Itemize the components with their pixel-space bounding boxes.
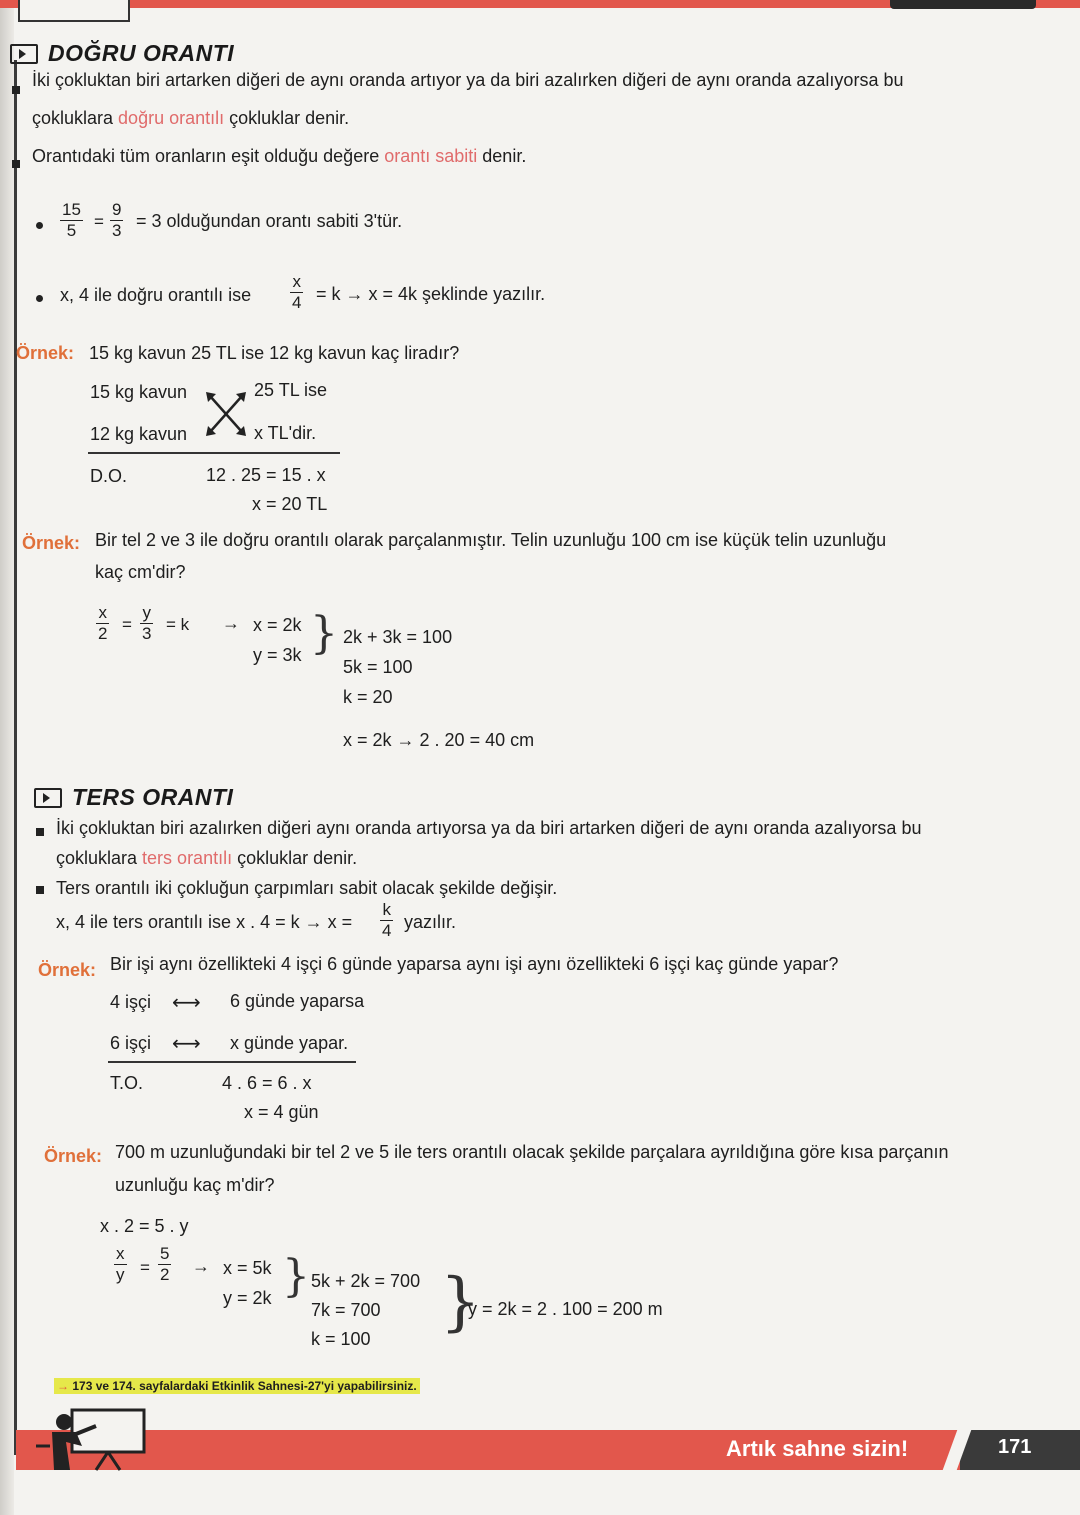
dogru-b1-text: = 3 olduğundan orantı sabiti 3'tür. — [136, 211, 403, 231]
fraction — [60, 200, 83, 241]
ex4-x5k: x = 5k — [223, 1258, 272, 1278]
bullet-dot-icon — [36, 295, 43, 302]
numerator: 5 — [160, 1244, 170, 1263]
ornek-label: Örnek: — [16, 343, 75, 363]
note-text: 173 ve 174. sayfalardaki Etkinlik Sahnesi-27'yi yapabilirsiniz. — [72, 1379, 417, 1393]
activity-note — [54, 1378, 420, 1394]
numerator: k — [382, 900, 391, 919]
fraction — [290, 272, 303, 313]
ex3-r2-right: x günde yapar. — [230, 1033, 349, 1053]
ex4-result: y = 2k = 2 . 100 = 200 m — [468, 1299, 663, 1319]
bottom-band — [16, 1430, 1080, 1470]
fraction — [114, 1244, 127, 1285]
ters-p2: Ters orantılı iki çokluğun çarpımları sabit olacak şekilde değişir. — [56, 878, 558, 898]
ornek-label: Örnek: — [22, 533, 81, 553]
ex2-question-1: Bir tel 2 ve 3 ile doğru orantılı olarak parçalanmıştır. Telin uzunluğu 100 cm ise küçük telin uzunluğu — [95, 530, 887, 550]
brace-icon: } — [440, 1265, 481, 1339]
ex3-r2-left: 6 işçi — [110, 1033, 152, 1053]
ex4-y2k: y = 2k — [223, 1288, 272, 1308]
top-left-box — [18, 0, 130, 22]
ex1-r1-right: 25 TL ise — [254, 380, 328, 400]
ex2-eq3: k = 20 — [343, 687, 393, 707]
bullet-dot-icon — [36, 222, 43, 229]
ex4-step0: x . 2 = 5 . y — [100, 1216, 189, 1236]
teacher-board-icon — [36, 1406, 148, 1472]
ex1-step1: 12 . 25 = 15 . x — [206, 465, 326, 485]
numerator: x — [116, 1244, 125, 1263]
numerator: y — [142, 603, 151, 622]
ex2-y3k: y = 3k — [253, 645, 302, 665]
ex3-question: Bir işi aynı özellikteki 4 işçi 6 günde yaparsa aynı işi aynı özellikteki 6 işçi kaç günde yapar? — [110, 954, 839, 974]
numerator: x — [292, 272, 301, 291]
ex2-question-2: kaç cm'dir? — [95, 562, 186, 582]
ex3-r1-right: 6 günde yaparsa — [230, 991, 365, 1011]
denominator: 3 — [142, 624, 152, 643]
text: denir. — [477, 146, 527, 166]
ex2-x2k: x = 2k — [253, 615, 302, 635]
brace-icon: } — [310, 608, 338, 659]
numerator: 15 — [62, 200, 81, 219]
ex2-eq4: x = 2k → 2 . 20 = 40 cm — [343, 730, 535, 750]
highlight-term: orantı sabiti — [384, 146, 478, 166]
left-margin-rule — [14, 60, 17, 1455]
top-right-tab — [890, 0, 1036, 9]
divider — [108, 1061, 356, 1063]
numerator: 9 — [112, 200, 122, 219]
brace-icon: } — [282, 1251, 310, 1302]
text: çokluklar denir. — [232, 848, 358, 868]
divider — [88, 452, 340, 454]
ex1-r2-right: x TL'dir. — [254, 423, 317, 443]
denominator: 4 — [292, 293, 302, 312]
dogru-b2-pre: x, 4 ile doğru orantılı ise — [60, 285, 252, 305]
fraction — [380, 900, 393, 941]
text: çokluklara — [56, 848, 143, 868]
ex1-r2-left: 12 kg kavun — [90, 424, 188, 444]
double-arrow-icon: ⟷ — [172, 992, 201, 1014]
fraction — [158, 1244, 171, 1285]
denominator: y — [116, 1265, 125, 1284]
dogru-b2-post: = k → x = 4k şeklinde yazılır. — [316, 284, 546, 304]
text: Orantıdaki tüm oranların eşit olduğu değere — [32, 146, 385, 166]
text: çokluklar denir. — [224, 108, 350, 128]
equals: = — [140, 1258, 150, 1277]
arrow-icon: → — [222, 613, 240, 633]
page-edge — [0, 0, 14, 1515]
text: çokluklara — [32, 108, 119, 128]
denominator: 2 — [98, 624, 108, 643]
ex1-question: 15 kg kavun 25 TL ise 12 kg kavun kaç liradır? — [89, 343, 460, 363]
ex1-step2: x = 20 TL — [252, 494, 328, 514]
ex3-step2: x = 4 gün — [244, 1102, 319, 1122]
ters-p3-post: yazılır. — [404, 912, 457, 932]
arrow-icon: → — [192, 1256, 210, 1276]
denominator: 2 — [160, 1265, 170, 1284]
equals-k: = k — [166, 615, 190, 634]
ex4-eq3: k = 100 — [311, 1329, 371, 1349]
ornek-label: Örnek: — [44, 1146, 103, 1166]
denominator: 5 — [60, 220, 83, 241]
equals: = — [94, 212, 104, 231]
ex3-r1-left: 4 işçi — [110, 992, 152, 1012]
dogru-p1a: İki çokluktan biri artarken diğeri de aynı oranda artıyor ya da biri azalırken diğeri de aynı oranda azalıyorsa bu — [32, 70, 904, 90]
ex4-question-2: uzunluğu kaç m'dir? — [115, 1175, 275, 1195]
ex4-question-1: 700 m uzunluğundaki bir tel 2 ve 5 ile ters orantılı olacak şekilde parçalara ayrıldığına göre kısa parçanın — [115, 1142, 949, 1162]
ex3-to-label: T.O. — [110, 1073, 144, 1093]
ex2-eq2: 5k = 100 — [343, 657, 413, 677]
fraction — [96, 603, 109, 644]
fraction — [140, 603, 153, 644]
denominator: 4 — [382, 921, 392, 940]
arrow-icon: → — [57, 1379, 69, 1393]
ex4-eq2: 7k = 700 — [311, 1300, 381, 1320]
bullet-square-icon — [12, 160, 20, 168]
bullet-square-icon — [36, 886, 44, 894]
ornek-label: Örnek: — [38, 960, 97, 980]
dogru-p2 — [32, 138, 526, 174]
double-arrow-icon: ⟷ — [172, 1033, 201, 1055]
denominator: 3 — [112, 221, 122, 240]
ex1-do-label: D.O. — [90, 466, 128, 486]
cross-arrows-icon — [206, 392, 246, 436]
slogan: Artık sahne sizin! — [726, 1436, 909, 1461]
bullet-square-icon — [36, 828, 44, 836]
section-title-ters: TERS ORANTI — [72, 784, 234, 810]
equals: = — [122, 615, 132, 634]
section-title-dogru: DOĞRU ORANTI — [48, 40, 235, 66]
dogru-p1b — [32, 100, 349, 136]
ex2-eq1: 2k + 3k = 100 — [343, 627, 453, 647]
play-icon — [10, 44, 38, 64]
ex4-eq1: 5k + 2k = 700 — [311, 1271, 421, 1291]
ters-p1a: İki çokluktan biri azalırken diğeri aynı oranda artıyorsa ya da biri artarken diğeri de aynı oranda azalıyorsa bu — [56, 818, 922, 838]
ex3-step1: 4 . 6 = 6 . x — [222, 1073, 312, 1093]
play-icon — [34, 788, 62, 808]
ters-p3-pre: x, 4 ile ters orantılı ise x . 4 = k → x = — [56, 912, 353, 932]
bullet-square-icon — [12, 86, 20, 94]
numerator: x — [98, 603, 107, 622]
highlight-term: doğru orantılı — [118, 108, 225, 128]
page-number: 171 — [998, 1436, 1032, 1458]
fraction — [110, 200, 123, 241]
highlight-term: ters orantılı — [142, 848, 233, 868]
ex1-r1-left: 15 kg kavun — [90, 382, 188, 402]
